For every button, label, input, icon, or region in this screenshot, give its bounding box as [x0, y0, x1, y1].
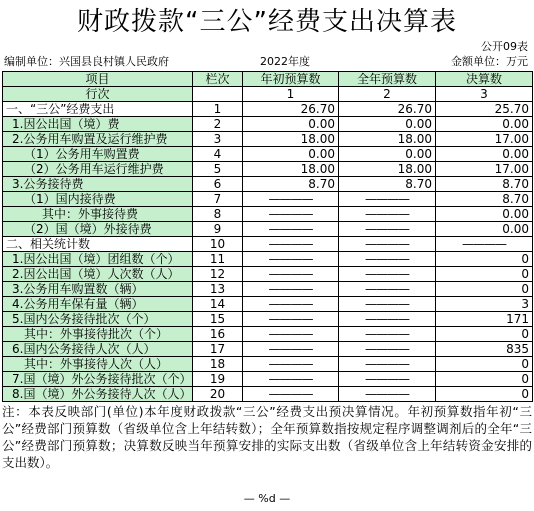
- final-account-cell: 8.70: [436, 192, 533, 207]
- initial-budget-cell: ————: [243, 387, 339, 402]
- initial-budget-cell: ————: [243, 342, 339, 357]
- table-row: [3, 132, 533, 147]
- row-number: 11: [193, 252, 243, 267]
- amount-unit: 金额单位：万元: [451, 55, 528, 68]
- full-budget-cell: 8.70: [339, 177, 436, 192]
- row-item-label: 5.国内公务接待批次（个）: [3, 312, 193, 327]
- table-row: [3, 177, 533, 192]
- row-item-label: 3.公务用车购置数（辆）: [3, 282, 193, 297]
- row-item-label: 3.公务接待费: [3, 177, 193, 192]
- table-row: [3, 297, 533, 312]
- row-item-label: 1.因公出国（境）团组数（个）: [3, 252, 193, 267]
- table-row: [3, 312, 533, 327]
- full-budget-cell: ————: [339, 297, 436, 312]
- final-account-cell: 171: [436, 312, 533, 327]
- row-number: 16: [193, 327, 243, 342]
- full-budget-cell: ————: [339, 327, 436, 342]
- compiling-unit: 编制单位：兴国县良村镇人民政府: [4, 55, 169, 68]
- final-account-cell: 0.00: [436, 207, 533, 222]
- initial-budget-cell: 26.70: [243, 102, 339, 117]
- table-row: [3, 117, 533, 132]
- full-budget-cell: ————: [339, 372, 436, 387]
- final-account-cell: 17.00: [436, 132, 533, 147]
- header-item: 项目: [3, 72, 193, 87]
- table-row: [3, 372, 533, 387]
- table-row: [3, 252, 533, 267]
- row-item-label: 其中：外事接待费: [3, 207, 193, 222]
- header-col-3: 3: [436, 87, 533, 102]
- initial-budget-cell: 0.00: [243, 117, 339, 132]
- table-row: [3, 237, 533, 252]
- initial-budget-cell: ————: [243, 297, 339, 312]
- initial-budget-cell: ————: [243, 357, 339, 372]
- table-row: [3, 387, 533, 402]
- row-item-label: 4.公务用车保有量（辆）: [3, 297, 193, 312]
- final-account-cell: 3: [436, 297, 533, 312]
- row-item-label: （1）公务用车购置费: [3, 147, 193, 162]
- table-row: [3, 267, 533, 282]
- full-budget-cell: ————: [339, 387, 436, 402]
- row-number: 3: [193, 132, 243, 147]
- row-number: 6: [193, 177, 243, 192]
- final-account-cell: 8.70: [436, 177, 533, 192]
- initial-budget-cell: ————: [243, 312, 339, 327]
- table-row: [3, 282, 533, 297]
- row-item-label: 其中：外事接待批次（个）: [3, 327, 193, 342]
- row-number: 10: [193, 237, 243, 252]
- row-number: 18: [193, 357, 243, 372]
- row-number: 5: [193, 162, 243, 177]
- full-budget-cell: ————: [339, 207, 436, 222]
- form-code: 公开09表: [481, 40, 528, 53]
- final-account-cell: 0: [436, 327, 533, 342]
- final-account-cell: 0: [436, 267, 533, 282]
- row-item-label: 一、“三公”经费支出: [3, 102, 193, 117]
- initial-budget-cell: ————: [243, 192, 339, 207]
- row-number: 4: [193, 147, 243, 162]
- meta-line: [2, 55, 532, 69]
- row-number: 7: [193, 192, 243, 207]
- row-number: 1: [193, 102, 243, 117]
- row-number: 12: [193, 267, 243, 282]
- page-footer: — %d —: [243, 492, 291, 505]
- initial-budget-cell: ————: [243, 282, 339, 297]
- header-index-blank: [193, 87, 243, 102]
- row-item-label: （1）国内接待费: [3, 192, 193, 207]
- full-budget-cell: 26.70: [339, 102, 436, 117]
- initial-budget-cell: ————: [243, 237, 339, 252]
- initial-budget-cell: ————: [243, 252, 339, 267]
- full-budget-cell: 18.00: [339, 162, 436, 177]
- initial-budget-cell: 8.70: [243, 177, 339, 192]
- full-budget-cell: ————: [339, 237, 436, 252]
- final-account-cell: 0.00: [436, 147, 533, 162]
- initial-budget-cell: 18.00: [243, 132, 339, 147]
- final-account-cell: 0: [436, 372, 533, 387]
- header-full-budget: 全年预算数: [339, 72, 436, 87]
- initial-budget-cell: ————: [243, 372, 339, 387]
- full-budget-cell: ————: [339, 312, 436, 327]
- full-budget-cell: ————: [339, 267, 436, 282]
- header-index-row: [3, 87, 533, 102]
- header-final-account: 决算数: [436, 72, 533, 87]
- full-budget-cell: 0.00: [339, 117, 436, 132]
- row-number: 8: [193, 207, 243, 222]
- row-item-label: 6.国内公务接待人次（人）: [3, 342, 193, 357]
- row-item-label: 二、相关统计数: [3, 237, 193, 252]
- header-col-1: 1: [243, 87, 339, 102]
- table-row: [3, 102, 533, 117]
- row-number: 13: [193, 282, 243, 297]
- row-number: 2: [193, 117, 243, 132]
- header-initial-budget: 年初预算数: [243, 72, 339, 87]
- final-account-cell: ————: [436, 237, 533, 252]
- final-account-cell: 0: [436, 357, 533, 372]
- table-row: [3, 192, 533, 207]
- table-row: [3, 222, 533, 237]
- initial-budget-cell: 18.00: [243, 162, 339, 177]
- full-budget-cell: ————: [339, 282, 436, 297]
- fiscal-year: 2022年度: [260, 55, 310, 68]
- table-row: [3, 342, 533, 357]
- initial-budget-cell: 0.00: [243, 147, 339, 162]
- full-budget-cell: ————: [339, 192, 436, 207]
- full-budget-cell: ————: [339, 357, 436, 372]
- initial-budget-cell: ————: [243, 207, 339, 222]
- header-col-2: 2: [339, 87, 436, 102]
- row-number: 17: [193, 342, 243, 357]
- initial-budget-cell: ————: [243, 267, 339, 282]
- row-item-label: 2.因公出国（境）人次数（人）: [3, 267, 193, 282]
- final-account-cell: 17.00: [436, 162, 533, 177]
- row-number: 15: [193, 312, 243, 327]
- full-budget-cell: ————: [339, 252, 436, 267]
- header-row: [3, 72, 533, 87]
- page-title: 财政拨款“三公”经费支出决算表: [77, 7, 457, 37]
- row-item-label: 1.因公出国（境）费: [3, 117, 193, 132]
- row-item-label: 7.国（境）外公务接待批次（个）: [3, 372, 193, 387]
- table-row: [3, 327, 533, 342]
- full-budget-cell: 0.00: [339, 147, 436, 162]
- final-account-cell: 0.00: [436, 117, 533, 132]
- table-row: [3, 357, 533, 372]
- row-item-label: 其中：外事接待人次（人）: [3, 357, 193, 372]
- row-item-label: 8.国（境）外公务接待人次（人）: [3, 387, 193, 402]
- final-account-cell: 0: [436, 282, 533, 297]
- final-account-cell: 0: [436, 252, 533, 267]
- header-lanci: 栏次: [193, 72, 243, 87]
- full-budget-cell: ————: [339, 342, 436, 357]
- row-item-label: （2）国（境）外接待费: [3, 222, 193, 237]
- expenditure-table: [2, 71, 533, 402]
- full-budget-cell: ————: [339, 222, 436, 237]
- row-item-label: 2.公务用车购置及运行维护费: [3, 132, 193, 147]
- table-row: [3, 162, 533, 177]
- table-body: [3, 102, 533, 402]
- header-hangci: 行次: [3, 87, 193, 102]
- final-account-cell: 835: [436, 342, 533, 357]
- final-account-cell: 25.70: [436, 102, 533, 117]
- row-number: 14: [193, 297, 243, 312]
- table-row: [3, 207, 533, 222]
- footnote: 注：本表反映部门(单位)本年度财政拨款“三公”经费支出预决算情况。年初预算数指年初“三公”经费部门预算数（省级单位含上年结转数）；全年预算数指按规定程序调整调剂后的全年“三公”经费部门预算数；决算数反映当年预算安排的实际支出数（省级单位含上年结转资金安排的支出数）。: [2, 404, 532, 470]
- row-number: 9: [193, 222, 243, 237]
- final-account-cell: 0.00: [436, 222, 533, 237]
- row-number: 19: [193, 372, 243, 387]
- row-item-label: （2）公务用车运行维护费: [3, 162, 193, 177]
- row-number: 20: [193, 387, 243, 402]
- table-row: [3, 147, 533, 162]
- initial-budget-cell: ————: [243, 222, 339, 237]
- full-budget-cell: 18.00: [339, 132, 436, 147]
- initial-budget-cell: ————: [243, 327, 339, 342]
- final-account-cell: 0: [436, 387, 533, 402]
